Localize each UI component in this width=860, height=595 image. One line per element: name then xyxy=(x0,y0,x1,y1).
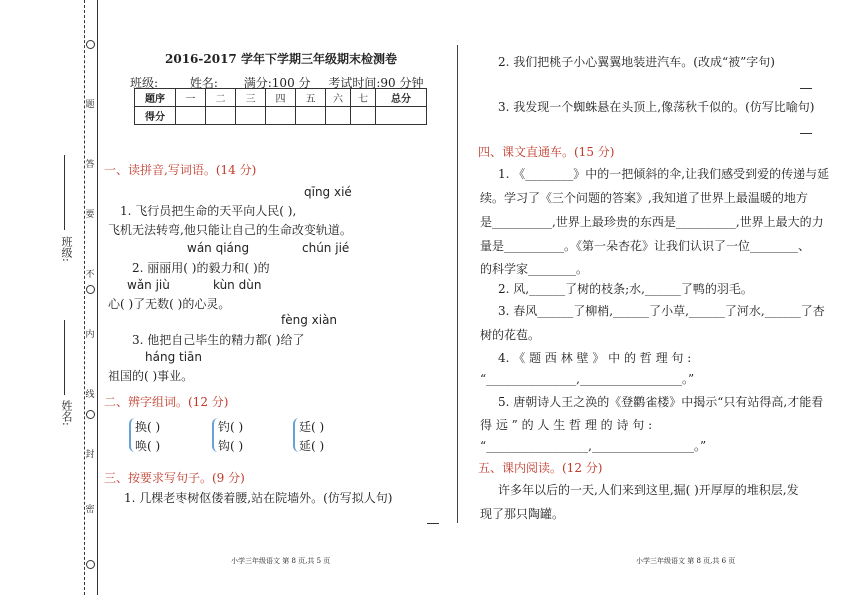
question-text: 1. 飞行员把生命的天平向人民( ), xyxy=(120,204,297,218)
score-input-cell[interactable] xyxy=(206,107,236,125)
footer-left: 小学三年级语文 第 8 页,共 5 页 xyxy=(231,557,331,565)
score-cell: 三 xyxy=(236,89,266,107)
answer-line[interactable] xyxy=(800,133,812,134)
class-field-label: 班级: xyxy=(60,236,73,262)
class-field-line[interactable] xyxy=(64,155,65,230)
reading-text: 现了那只陶罐。 xyxy=(480,507,565,521)
binding-line xyxy=(97,0,98,595)
question-text: 3. 春风______了柳梢,______了小草,______了河水,______了杏 xyxy=(498,304,825,318)
score-table-score-row xyxy=(135,107,427,125)
question-text: “_______________,_________________。” xyxy=(480,372,695,386)
binding-char: 答 xyxy=(85,160,95,170)
section1-title: 一、读拼音,写词语。(14 分) xyxy=(104,163,257,177)
exam-time: 考试时间:90 分钟 xyxy=(328,76,424,90)
score-cell: 五 xyxy=(296,89,326,107)
score-cell: 得分 xyxy=(135,107,176,125)
score-input-cell[interactable] xyxy=(376,107,427,125)
question-text: 2. 我们把桃子小心翼翼地装进汽车。(改成“被”字句) xyxy=(498,55,775,69)
class-label: 班级: xyxy=(130,76,159,90)
score-cell: 一 xyxy=(176,89,206,107)
score-cell: 六 xyxy=(326,89,351,107)
binding-hole xyxy=(86,285,95,294)
question-text: 的科学家________。 xyxy=(480,262,589,276)
score-input-cell[interactable] xyxy=(296,107,326,125)
binding-hole xyxy=(86,40,95,49)
word-item: 钩( ) xyxy=(218,439,244,453)
name-field-label: 姓名: xyxy=(60,400,73,426)
question-text: 心( )了无数( )的心灵。 xyxy=(108,297,231,311)
binding-char: 封 xyxy=(85,450,95,460)
answer-line[interactable] xyxy=(800,88,812,89)
pinyin: wán qiáng xyxy=(187,241,250,255)
reading-text: 许多年以后的一天,人们来到这里,掘( )开厚厚的堆积层,发 xyxy=(498,483,799,497)
question-text: 量是__________。《第一朵杏花》让我们认识了一位________、 xyxy=(480,239,811,253)
question-text: 2. 风,______了树的枝条;水,______了鸭的羽毛。 xyxy=(498,282,753,296)
exam-title: 2016-2017 学年下学期三年级期末检测卷 xyxy=(165,52,397,66)
question-text: “_________________,_________________。” xyxy=(480,439,707,453)
binding-margin xyxy=(0,0,100,595)
word-item: 钓( ) xyxy=(218,420,244,434)
question-text: 1. 几棵老枣树伛偻着腰,站在院墙外。(仿写拟人句) xyxy=(124,491,393,505)
question-text: 祖国的( )事业。 xyxy=(108,369,194,383)
binding-char: 不 xyxy=(85,270,95,280)
question-text: 得 远 ” 的 人 生 哲 理 的 诗 句 : xyxy=(480,418,653,432)
binding-char: 密 xyxy=(85,505,95,515)
question-text: 1. 《________》中的一把倾斜的伞,让我们感受到爱的传递与延 xyxy=(498,167,830,181)
section2-title: 二、辨字组词。(12 分) xyxy=(104,395,229,409)
answer-line[interactable] xyxy=(427,523,439,524)
pinyin: kùn dùn xyxy=(213,278,262,292)
section5-title: 五、课内阅读。(12 分) xyxy=(478,461,603,475)
score-input-cell[interactable] xyxy=(326,107,351,125)
full-score: 满分:100 分 xyxy=(243,76,311,90)
pinyin: háng tiān xyxy=(145,350,202,364)
binding-char: 内 xyxy=(85,330,95,340)
binding-char: 题 xyxy=(85,100,95,110)
score-cell: 二 xyxy=(206,89,236,107)
binding-char: 要 xyxy=(85,210,95,220)
pinyin: wǎn jiù xyxy=(127,278,170,292)
score-input-cell[interactable] xyxy=(236,107,266,125)
section4-title: 四、课文直通车。(15 分) xyxy=(478,145,615,159)
word-item: 延( ) xyxy=(299,439,325,453)
score-cell: 总分 xyxy=(376,89,427,107)
question-text: 树的花苞。 xyxy=(480,328,541,342)
question-text: 是__________,世界上最珍贵的东西是__________,世界上最大的力 xyxy=(480,215,824,229)
score-table-header-row xyxy=(135,89,427,107)
score-cell: 四 xyxy=(266,89,296,107)
question-text: 4. 《 题 西 林 壁 》 中 的 哲 理 句 : xyxy=(498,351,692,365)
score-table xyxy=(134,88,427,125)
binding-hole xyxy=(86,560,95,569)
score-input-cell[interactable] xyxy=(176,107,206,125)
binding-hole xyxy=(86,410,95,419)
pinyin: qīng xié xyxy=(304,185,352,199)
score-input-cell[interactable] xyxy=(266,107,296,125)
pinyin: fèng xiàn xyxy=(281,313,338,327)
name-field-line[interactable] xyxy=(64,320,65,395)
question-text: 飞机无法转弯,他只能让自己的生命改变轨道。 xyxy=(108,223,352,237)
score-cell: 七 xyxy=(351,89,376,107)
pinyin: chún jié xyxy=(302,241,350,255)
name-label: 姓名: xyxy=(189,76,218,90)
question-text: 续。学习了《三个问题的答案》,我知道了世界上最温暖的地方 xyxy=(480,191,808,205)
word-item: 唤( ) xyxy=(135,439,161,453)
word-item: 廷( ) xyxy=(299,420,325,434)
page-divider xyxy=(457,45,458,523)
question-text: 3. 他把自己毕生的精力都( )给了 xyxy=(132,333,305,347)
footer-right: 小学三年级语文 第 8 页,共 6 页 xyxy=(636,557,736,565)
question-text: 2. 丽丽用( )的毅力和( )的 xyxy=(132,261,270,275)
score-cell: 题序 xyxy=(135,89,176,107)
question-text: 3. 我发现一个蜘蛛悬在头顶上,像荡秋千似的。(仿写比喻句) xyxy=(498,100,815,114)
score-input-cell[interactable] xyxy=(351,107,376,125)
section3-title: 三、按要求写句子。(9 分) xyxy=(104,471,245,485)
question-text: 5. 唐朝诗人王之涣的《登鹳雀楼》中揭示“只有站得高,才能看 xyxy=(498,395,824,409)
word-item: 换( ) xyxy=(135,420,161,434)
binding-char: 线 xyxy=(85,390,95,400)
